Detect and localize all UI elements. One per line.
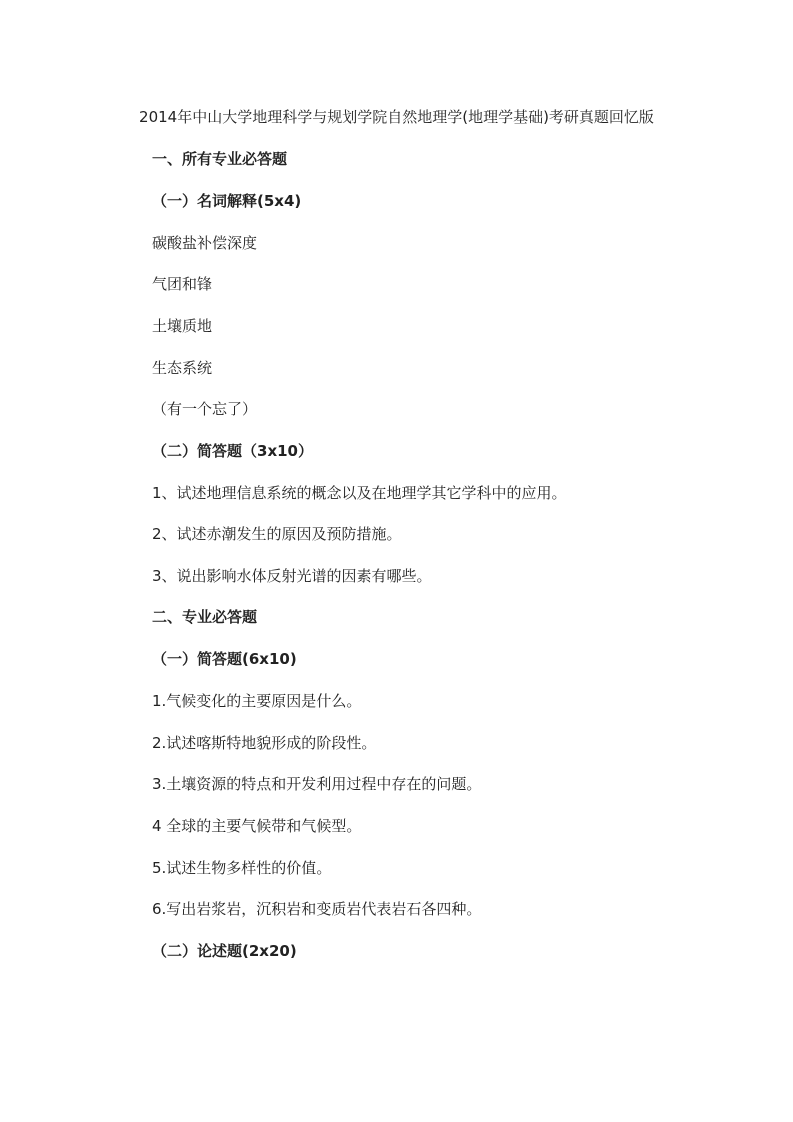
section-2-part-2-heading: （二）论述题(2x20): [152, 942, 297, 960]
question-item: 1.气候变化的主要原因是什么。: [152, 692, 362, 710]
question-item: 3、说出影响水体反射光谱的因素有哪些。: [152, 567, 432, 585]
section-1-part-1-heading: （一）名词解释(5x4): [152, 192, 302, 210]
term-item: 气团和锋: [152, 275, 213, 293]
term-item: 生态系统: [152, 359, 213, 377]
question-item: 5.试述生物多样性的价值。: [152, 859, 332, 877]
section-2-heading: 二、专业必答题: [152, 608, 258, 626]
term-note: （有一个忘了）: [152, 400, 258, 418]
question-item: 2、试述赤潮发生的原因及预防措施。: [152, 525, 402, 543]
term-item: 土壤质地: [152, 317, 213, 335]
section-1-part-2-heading: （二）简答题（3x10）: [152, 442, 313, 460]
question-item: 3.土壤资源的特点和开发利用过程中存在的问题。: [152, 775, 482, 793]
term-item: 碳酸盐补偿深度: [152, 234, 258, 252]
question-item: 6.写出岩浆岩，沉积岩和变质岩代表岩石各四种。: [152, 900, 482, 918]
question-item: 4 全球的主要气候带和气候型。: [152, 817, 362, 835]
section-2-part-1-heading: （一）简答题(6x10): [152, 650, 297, 668]
question-item: 2.试述喀斯特地貌形成的阶段性。: [152, 734, 377, 752]
document-title: 2014年中山大学地理科学与规划学院自然地理学(地理学基础)考研真题回忆版: [139, 108, 654, 126]
question-item: 1、试述地理信息系统的概念以及在地理学其它学科中的应用。: [152, 484, 567, 502]
section-1-heading: 一、所有专业必答题: [152, 150, 288, 168]
